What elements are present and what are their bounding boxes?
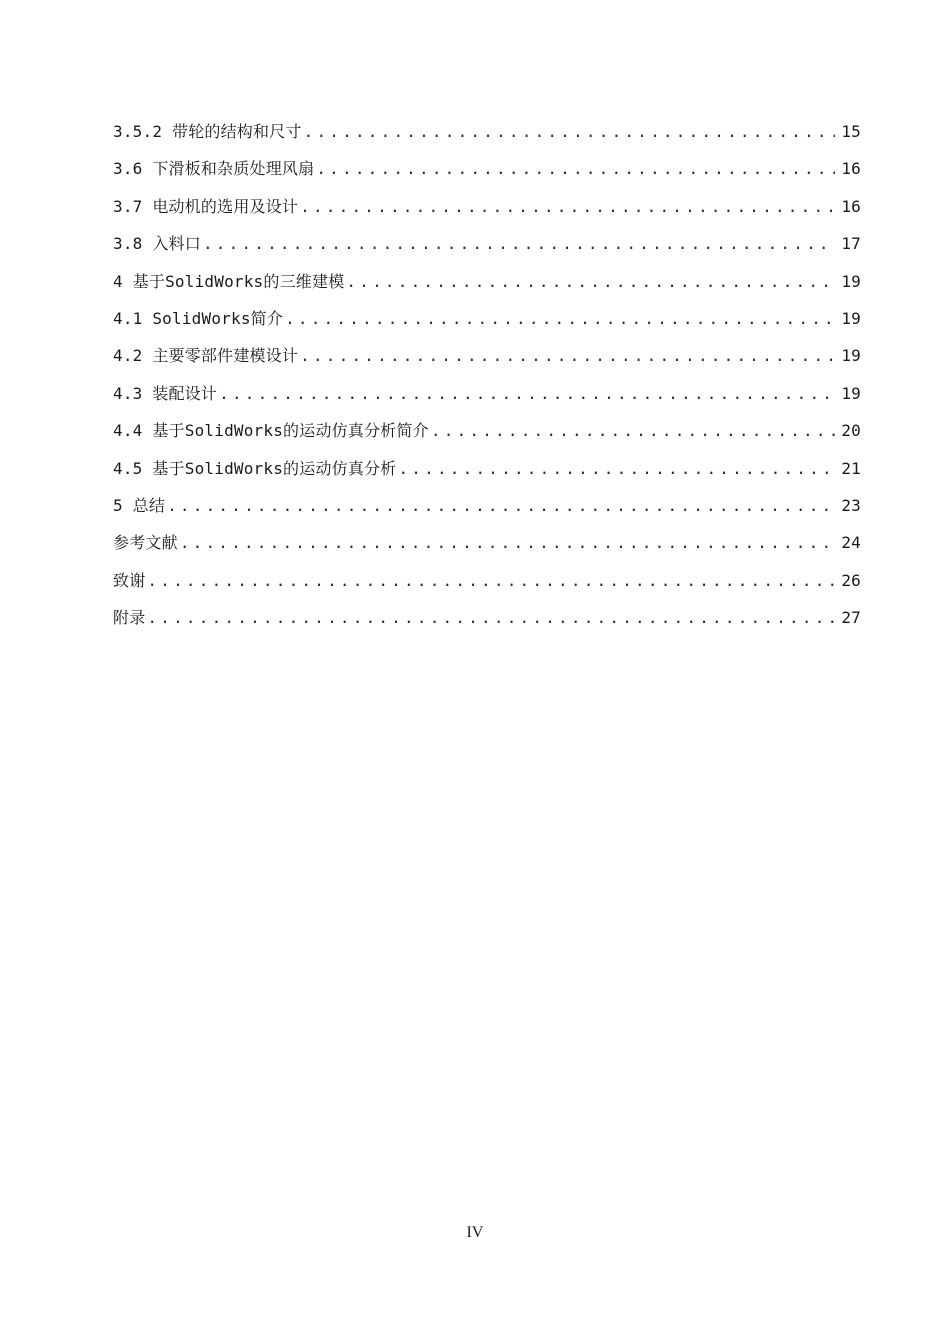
toc-entry[interactable] bbox=[113, 155, 861, 192]
toc-entry[interactable] bbox=[113, 604, 861, 641]
toc-entry-page: 27 bbox=[841, 608, 861, 628]
toc-entry-page: 19 bbox=[841, 308, 861, 328]
toc-entry-page: 21 bbox=[841, 458, 861, 478]
page-number: IV bbox=[466, 1224, 484, 1241]
toc-entry-page: 20 bbox=[841, 421, 861, 441]
toc-entry[interactable] bbox=[113, 230, 861, 267]
toc-entry[interactable] bbox=[113, 455, 861, 492]
toc-entry[interactable] bbox=[113, 118, 861, 155]
toc-entry-page: 16 bbox=[841, 196, 861, 216]
toc-dot-leader bbox=[219, 380, 835, 408]
toc-dot-leader bbox=[147, 567, 835, 595]
toc-dot-leader bbox=[300, 342, 835, 370]
toc-entry-page: 16 bbox=[841, 159, 861, 179]
toc-entry-title: 4.3 装配设计 bbox=[113, 383, 218, 403]
toc-entry-title: 3.7 电动机的选用及设计 bbox=[113, 196, 299, 216]
toc-entry[interactable] bbox=[113, 193, 861, 230]
toc-entry[interactable] bbox=[113, 380, 861, 417]
toc-dot-leader bbox=[431, 417, 835, 445]
toc-entry-title: 3.6 下滑板和杂质处理风扇 bbox=[113, 159, 315, 179]
toc-entry[interactable] bbox=[113, 417, 861, 454]
toc-entry[interactable] bbox=[113, 492, 861, 529]
toc-entry[interactable] bbox=[113, 305, 861, 342]
toc-entry[interactable] bbox=[113, 529, 861, 566]
toc-entry-title: 4.4 基于SolidWorks的运动仿真分析简介 bbox=[113, 421, 429, 441]
toc-entry-title: 4 基于SolidWorks的三维建模 bbox=[113, 271, 345, 291]
toc-dot-leader bbox=[300, 193, 835, 221]
toc-dot-leader bbox=[398, 455, 835, 483]
toc-dot-leader bbox=[346, 268, 835, 296]
toc-entry-page: 24 bbox=[841, 533, 861, 553]
toc-entry-title: 4.1 SolidWorks简介 bbox=[113, 308, 284, 328]
toc-dot-leader bbox=[203, 230, 835, 258]
toc-entry-page: 19 bbox=[841, 346, 861, 366]
toc-entry-page: 17 bbox=[841, 234, 861, 254]
table-of-contents bbox=[113, 118, 861, 641]
toc-entry[interactable] bbox=[113, 342, 861, 379]
toc-entry-title: 致谢 bbox=[113, 570, 146, 590]
toc-dot-leader bbox=[285, 305, 835, 333]
toc-entry-page: 19 bbox=[841, 383, 861, 403]
toc-dot-leader bbox=[180, 529, 836, 557]
toc-entry-page: 15 bbox=[841, 122, 861, 141]
toc-dot-leader bbox=[316, 155, 835, 183]
toc-entry-page: 26 bbox=[841, 570, 861, 590]
toc-entry-title: 参考文献 bbox=[113, 533, 178, 553]
toc-entry-title: 附录 bbox=[113, 608, 146, 628]
toc-dot-leader bbox=[167, 492, 835, 520]
toc-entry[interactable] bbox=[113, 567, 861, 604]
toc-dot-leader bbox=[304, 118, 836, 146]
toc-entry-page: 19 bbox=[841, 271, 861, 291]
toc-entry-title: 3.8 入料口 bbox=[113, 234, 201, 254]
toc-entry-title: 4.5 基于SolidWorks的运动仿真分析 bbox=[113, 458, 397, 478]
toc-entry-title: 3.5.2 带轮的结构和尺寸 bbox=[113, 122, 302, 141]
toc-entry-title: 4.2 主要零部件建模设计 bbox=[113, 346, 299, 366]
toc-dot-leader bbox=[147, 604, 835, 632]
toc-entry[interactable] bbox=[113, 268, 861, 305]
toc-entry-title: 5 总结 bbox=[113, 495, 166, 515]
toc-entry-page: 23 bbox=[841, 495, 861, 515]
